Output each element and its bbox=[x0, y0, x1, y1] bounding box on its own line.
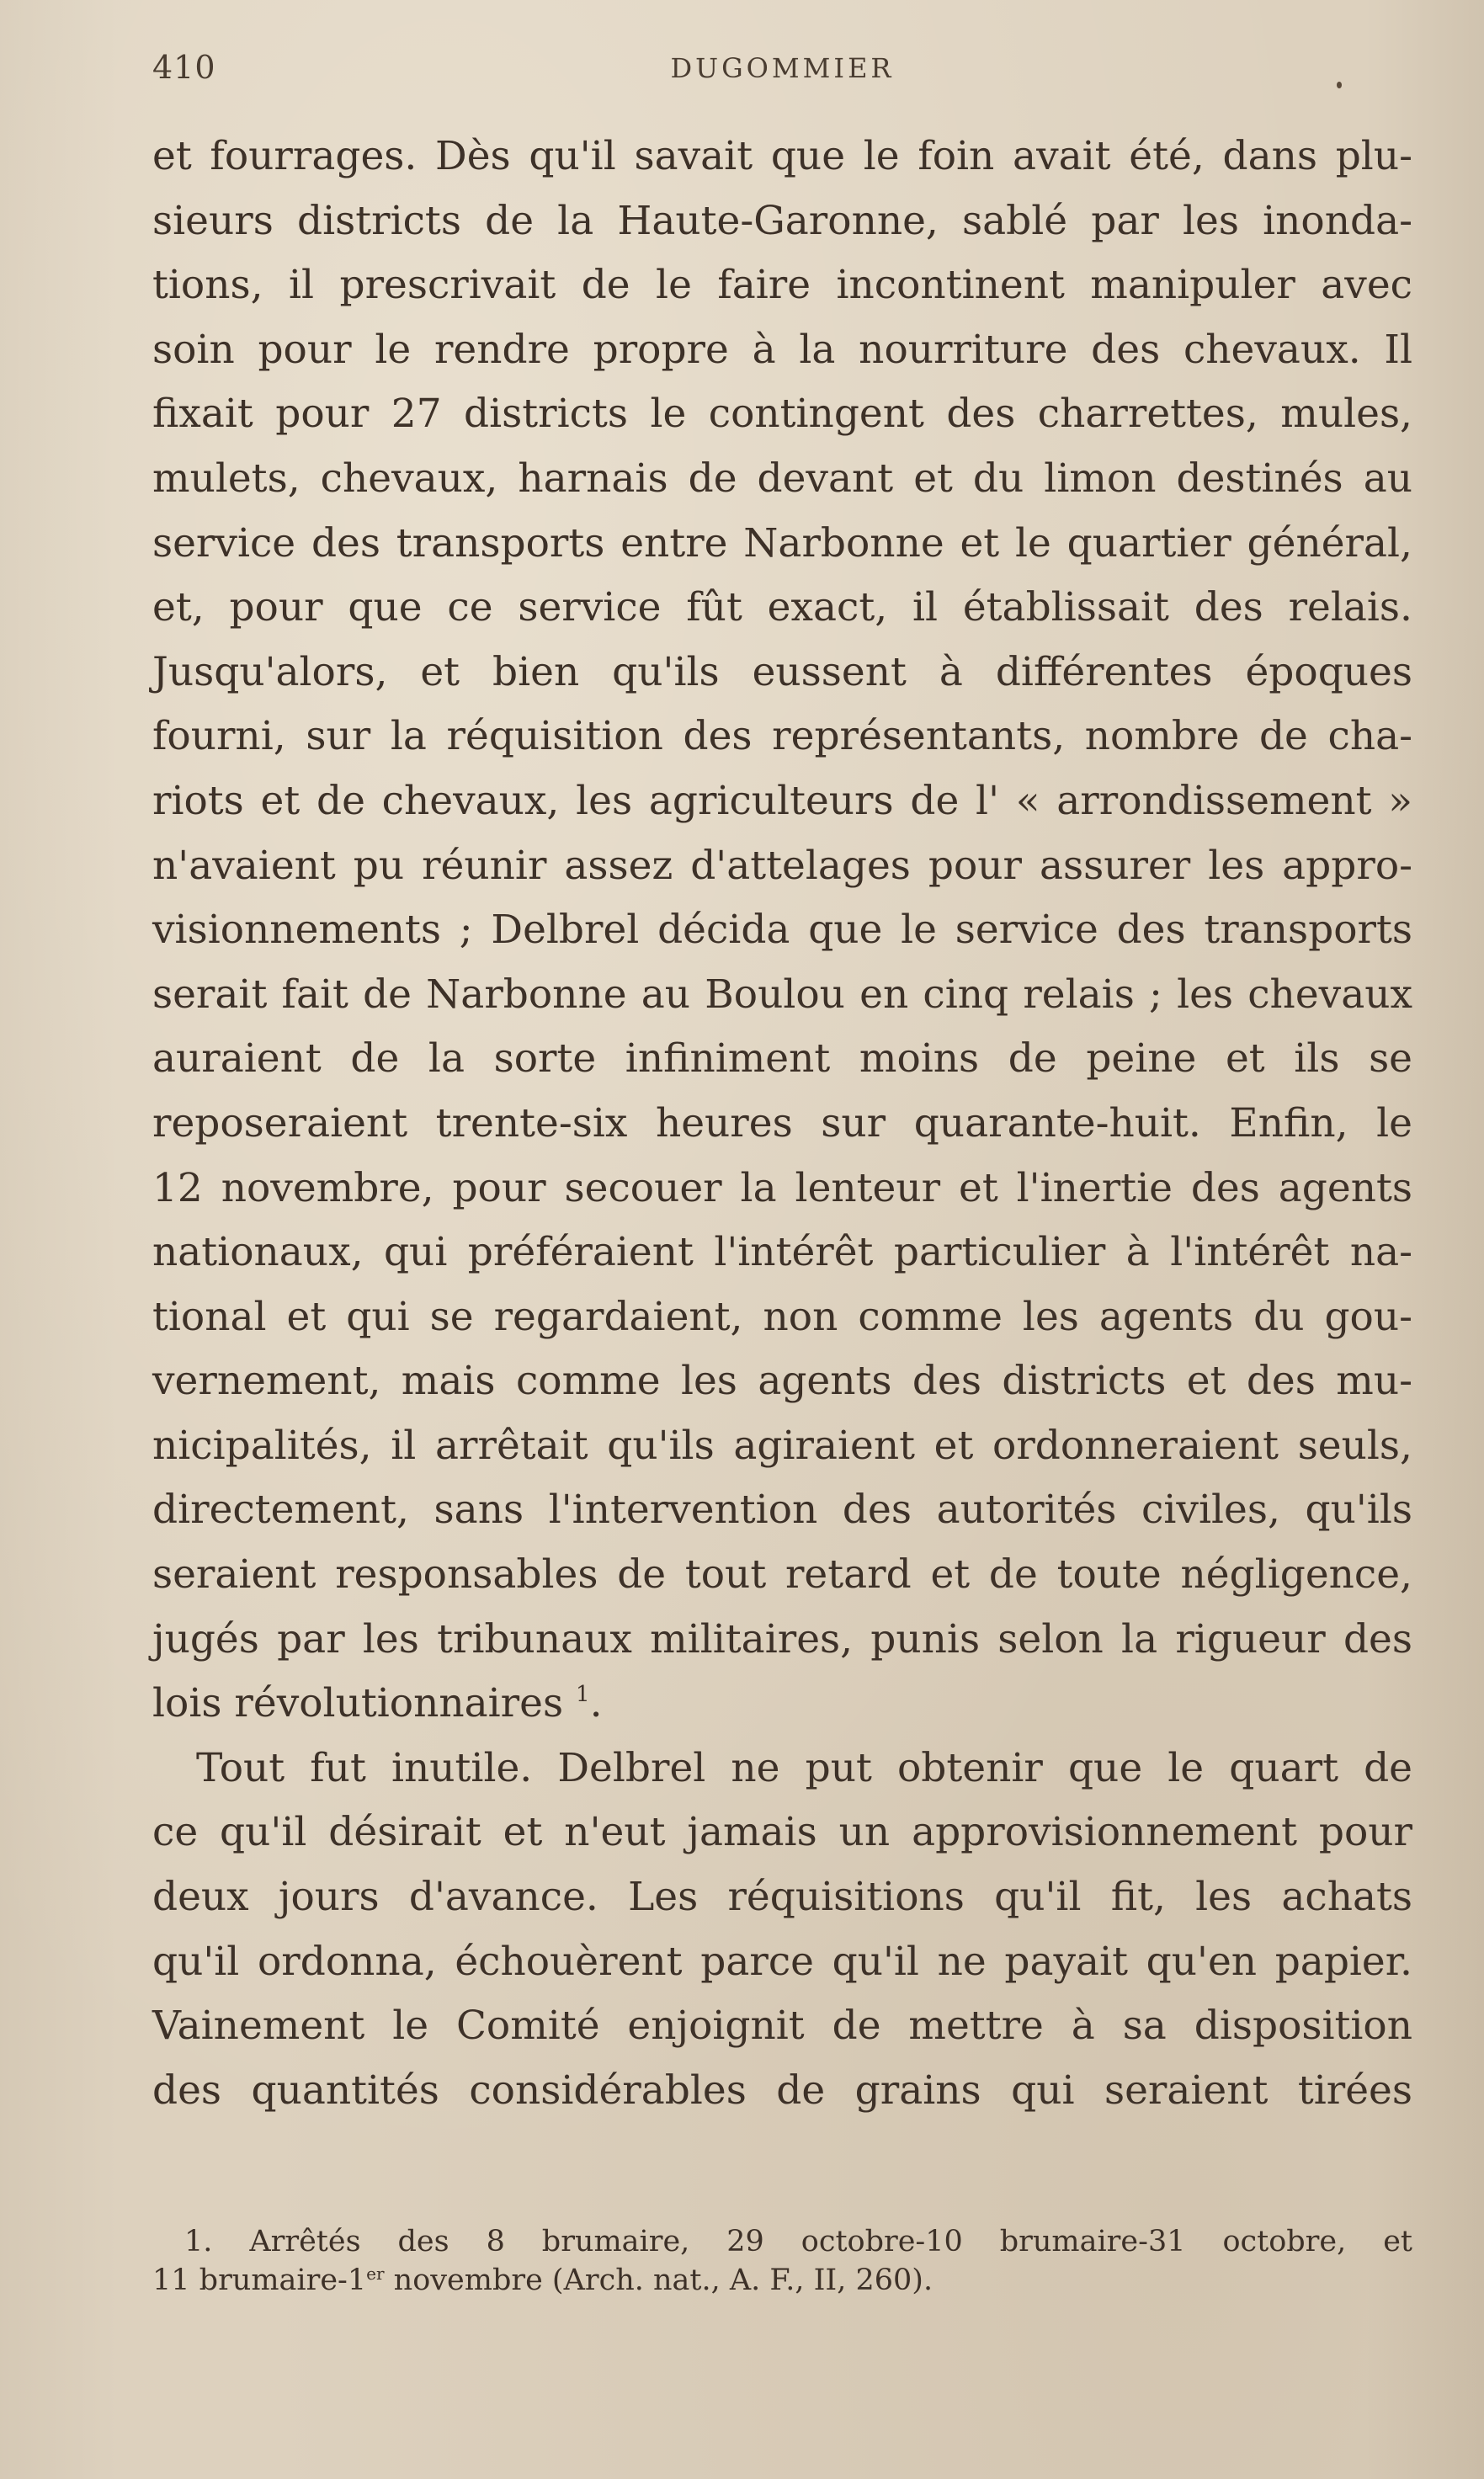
text-line: nicipalités, il arrêtait qu'ils agiraient et ordonneraient seuls, bbox=[152, 1422, 1412, 1469]
text-line: auraient de la sorte infiniment moins de peine et ils se bbox=[152, 1035, 1412, 1083]
text-line: tions, il prescrivait de le faire incontinent manipuler avec bbox=[152, 262, 1412, 309]
running-head: DUGOMMIER bbox=[670, 52, 895, 84]
footnote-line bbox=[152, 2261, 1412, 2300]
text-line: fixait pour 27 districts le contingent des charrettes, mules, bbox=[152, 391, 1412, 438]
text-line: qu'il ordonna, échouèrent parce qu'il ne payait qu'en papier. bbox=[152, 1938, 1412, 1985]
text-line: et fourrages. Dès qu'il savait que le foin avait été, dans plu- bbox=[152, 133, 1412, 179]
text-line: Tout fut inutile. Delbrel ne put obtenir que le quart de bbox=[196, 1744, 1412, 1791]
text-line: mulets, chevaux, harnais de devant et du limon destinés au bbox=[152, 455, 1412, 502]
text-line: tional et qui se regardaient, non comme les agents du gou- bbox=[152, 1293, 1412, 1340]
text-line: service des transports entre Narbonne et le quartier général, bbox=[152, 519, 1412, 567]
text-line: seraient responsables de tout retard et de toute négligence, bbox=[152, 1551, 1412, 1599]
page-number: 410 bbox=[152, 49, 216, 86]
text-fragment: 11 brumaire-1 bbox=[152, 2264, 367, 2297]
text-line: Vainement le Comité enjoignit de mettre à sa disposition bbox=[152, 2003, 1412, 2050]
footnote-reference[interactable]: 1 bbox=[576, 1682, 590, 1708]
text-fragment: . bbox=[589, 1680, 603, 1727]
footnote-line: 1. Arrêtés des 8 brumaire, 29 octobre-10 brumaire-31 octobre, et bbox=[184, 2225, 1412, 2258]
text-fragment: novembre (Arch. nat., A. F., II, 260). bbox=[384, 2264, 933, 2297]
text-line: serait fait de Narbonne au Boulou en cinq relais ; les chevaux bbox=[152, 971, 1412, 1018]
text-line: directement, sans l'intervention des autorités civiles, qu'ils bbox=[152, 1487, 1412, 1534]
footnotes bbox=[152, 2222, 1412, 2300]
text-line: nationaux, qui préféraient l'intérêt particulier à l'intérêt na- bbox=[152, 1229, 1412, 1276]
text-line: et, pour que ce service fût exact, il établissait des relais. bbox=[152, 584, 1412, 631]
text-line: soin pour le rendre propre à la nourriture des chevaux. Il bbox=[152, 326, 1412, 373]
body-text bbox=[152, 125, 1412, 2123]
paragraph-end-line bbox=[152, 1672, 1412, 1737]
text-line: jugés par les tribunaux militaires, punis selon la rigueur des bbox=[152, 1615, 1412, 1662]
page-header bbox=[152, 49, 1412, 91]
text-line: riots et de chevaux, les agriculteurs de l' « arrondissement » bbox=[152, 777, 1412, 824]
text-line: sieurs districts de la Haute-Garonne, sablé par les inonda- bbox=[152, 197, 1412, 244]
text-line: 12 novembre, pour secouer la lenteur et l'inertie des agents bbox=[152, 1164, 1412, 1211]
text-fragment: lois révolutionnaires bbox=[152, 1680, 564, 1727]
text-line: vernement, mais comme les agents des districts et des mu- bbox=[152, 1358, 1412, 1405]
text-line: fourni, sur la réquisition des représentants, nombre de cha- bbox=[152, 713, 1412, 760]
text-line: Jusqu'alors, et bien qu'ils eussent à différentes époques bbox=[152, 648, 1412, 695]
superscript: er bbox=[366, 2264, 385, 2284]
text-line: des quantités considérables de grains qui seraient tirées bbox=[152, 2067, 1412, 2114]
text-line: ce qu'il désirait et n'eut jamais un approvisionnement pour bbox=[152, 1809, 1412, 1856]
ink-speck bbox=[1337, 82, 1342, 88]
text-line: visionnements ; Delbrel décida que le service des transports bbox=[152, 907, 1412, 954]
text-line: deux jours d'avance. Les réquisitions qu'il fit, les achats bbox=[152, 1874, 1412, 1921]
text-line: reposeraient trente-six heures sur quarante-huit. Enfin, le bbox=[152, 1099, 1412, 1146]
text-line: n'avaient pu réunir assez d'attelages pour assurer les appro- bbox=[152, 842, 1412, 889]
